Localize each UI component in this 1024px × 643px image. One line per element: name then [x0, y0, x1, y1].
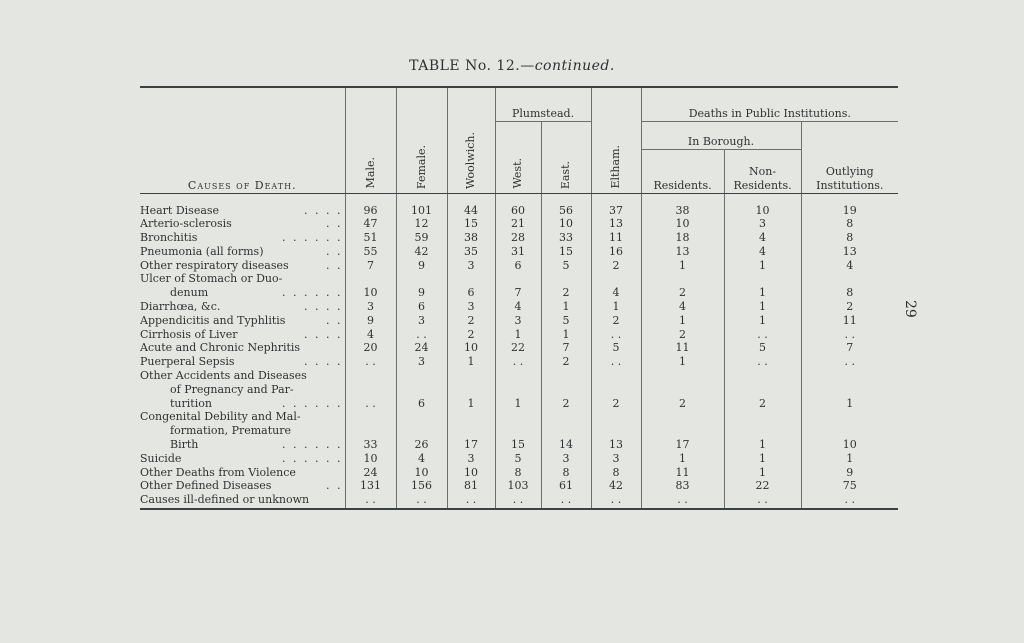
value-cell: 131	[345, 479, 396, 493]
header-plumstead: Plumstead.	[495, 87, 591, 121]
value-cell: . .	[801, 355, 898, 369]
header-eltham: Eltham.	[591, 87, 641, 193]
cause-cell: Bronchitis . . . . . .	[140, 231, 343, 245]
title-main: TABLE No. 12.—	[409, 58, 535, 74]
value-cell: 42	[396, 245, 447, 259]
value-cell: 33	[541, 231, 591, 245]
table-row	[140, 493, 898, 509]
value-cell: . .	[396, 328, 447, 342]
header-east: East.	[541, 121, 591, 193]
value-cell: 4	[641, 300, 724, 314]
header-female: Female.	[396, 87, 447, 193]
value-cell: 1	[801, 452, 898, 466]
value-cell: 7	[541, 341, 591, 355]
value-cell: 13	[801, 245, 898, 259]
value-cell: 156	[396, 479, 447, 493]
header-woolwich: Woolwich.	[447, 87, 495, 193]
value-cell: 7	[345, 259, 396, 273]
value-cell: 15	[447, 217, 495, 231]
value-cell: 1	[591, 300, 641, 314]
value-cell: 47	[345, 217, 396, 231]
table-row	[140, 452, 898, 466]
header-west: West.	[495, 121, 541, 193]
value-cell: 3	[495, 314, 541, 328]
value-cell: 17	[641, 410, 724, 451]
cause-cell: Heart Disease . . . .	[140, 203, 343, 217]
value-cell: 2	[541, 369, 591, 410]
value-cell: 22	[495, 341, 541, 355]
value-cell: 10	[345, 452, 396, 466]
value-cell: . .	[724, 328, 801, 342]
value-cell: 4	[724, 245, 801, 259]
value-cell: . .	[541, 493, 591, 509]
value-cell: 5	[541, 259, 591, 273]
table-row	[140, 193, 898, 217]
value-cell: 59	[396, 231, 447, 245]
value-cell: 1	[495, 369, 541, 410]
header-male: Male.	[345, 87, 396, 193]
value-cell: 56	[541, 193, 591, 217]
value-cell: 1	[641, 452, 724, 466]
value-cell: 2	[591, 314, 641, 328]
value-cell: . .	[345, 369, 396, 410]
header-causes: Causes of Death.	[140, 87, 345, 193]
value-cell: 1	[724, 466, 801, 480]
value-cell: 5	[724, 341, 801, 355]
cause-cell: Diarrhœa, &c. . . . .	[140, 300, 343, 314]
value-cell: 16	[591, 245, 641, 259]
value-cell: . .	[345, 355, 396, 369]
value-cell: 33	[345, 410, 396, 451]
cause-cell: Other Defined Diseases . .	[140, 479, 343, 493]
value-cell: 1	[724, 300, 801, 314]
value-cell: 1	[724, 272, 801, 300]
value-cell: 1	[495, 328, 541, 342]
value-cell: 8	[801, 217, 898, 231]
value-cell: 1	[641, 259, 724, 273]
value-cell: 96	[345, 193, 396, 217]
value-cell: . .	[801, 493, 898, 509]
value-cell: 42	[591, 479, 641, 493]
value-cell: 3	[396, 355, 447, 369]
value-cell: 2	[447, 328, 495, 342]
value-cell: 101	[396, 193, 447, 217]
value-cell: . .	[495, 493, 541, 509]
table-row	[140, 245, 898, 259]
cause-cell: Pneumonia (all forms) . .	[140, 244, 343, 258]
value-cell: 28	[495, 231, 541, 245]
value-cell: 10	[541, 217, 591, 231]
value-cell: 38	[641, 193, 724, 217]
value-cell: 1	[641, 355, 724, 369]
table-row	[140, 355, 898, 369]
value-cell: 103	[495, 479, 541, 493]
value-cell: . .	[641, 493, 724, 509]
value-cell: 4	[396, 452, 447, 466]
cause-cell: Puerperal Sepsis . . . .	[140, 355, 343, 369]
value-cell: 10	[447, 466, 495, 480]
value-cell: 10	[396, 466, 447, 480]
value-cell: 60	[495, 193, 541, 217]
value-cell: 3	[396, 314, 447, 328]
value-cell: 7	[801, 341, 898, 355]
value-cell: 2	[591, 259, 641, 273]
value-cell: . .	[591, 328, 641, 342]
value-cell: 31	[495, 245, 541, 259]
cause-cell: Other respiratory diseases . .	[140, 258, 343, 272]
value-cell: 8	[801, 231, 898, 245]
value-cell: 4	[724, 231, 801, 245]
title-continued: continued.	[534, 58, 615, 74]
value-cell: 13	[591, 217, 641, 231]
value-cell: 2	[447, 314, 495, 328]
value-cell: 15	[495, 410, 541, 451]
value-cell: 1	[724, 314, 801, 328]
value-cell: 13	[641, 245, 724, 259]
cause-cell: Cirrhosis of Liver . . . .	[140, 327, 343, 341]
value-cell: 2	[541, 355, 591, 369]
header-residents: Residents.	[641, 149, 724, 193]
value-cell: 3	[345, 300, 396, 314]
mortality-table	[140, 86, 898, 510]
value-cell: 3	[447, 259, 495, 273]
value-cell: 1	[447, 355, 495, 369]
value-cell: 3	[447, 300, 495, 314]
value-cell: . .	[591, 493, 641, 509]
value-cell: 61	[541, 479, 591, 493]
value-cell: 19	[801, 193, 898, 217]
value-cell: 15	[541, 245, 591, 259]
value-cell: 44	[447, 193, 495, 217]
value-cell: 35	[447, 245, 495, 259]
value-cell: 81	[447, 479, 495, 493]
value-cell: 10	[724, 193, 801, 217]
table-row	[140, 314, 898, 328]
value-cell: 2	[591, 369, 641, 410]
value-cell: 10	[641, 217, 724, 231]
value-cell: 2	[641, 369, 724, 410]
value-cell: 9	[801, 466, 898, 480]
value-cell: . .	[724, 355, 801, 369]
value-cell: 14	[541, 410, 591, 451]
value-cell: 18	[641, 231, 724, 245]
value-cell: . .	[591, 355, 641, 369]
header-non-residents: Non- Residents.	[724, 149, 801, 193]
page-number: 29	[902, 300, 918, 318]
value-cell: 37	[591, 193, 641, 217]
table-row	[140, 341, 898, 355]
value-cell: 5	[591, 341, 641, 355]
value-cell: 1	[641, 314, 724, 328]
table-row	[140, 217, 898, 231]
value-cell: 8	[591, 466, 641, 480]
value-cell: 11	[641, 466, 724, 480]
value-cell: 1	[541, 328, 591, 342]
value-cell: 17	[447, 410, 495, 451]
value-cell: 4	[495, 300, 541, 314]
value-cell: 55	[345, 245, 396, 259]
value-cell: 8	[495, 466, 541, 480]
value-cell: 22	[724, 479, 801, 493]
table-body	[140, 193, 898, 509]
cause-cell: Acute and Chronic Nephritis	[140, 341, 301, 355]
value-cell: 2	[641, 272, 724, 300]
cause-cell: Causes ill-defined or unknown	[140, 493, 345, 509]
value-cell: . .	[724, 493, 801, 509]
value-cell: 6	[495, 259, 541, 273]
value-cell: . .	[801, 328, 898, 342]
value-cell: 2	[724, 369, 801, 410]
value-cell: 12	[396, 217, 447, 231]
value-cell: 24	[396, 341, 447, 355]
value-cell: 2	[641, 328, 724, 342]
value-cell: 83	[641, 479, 724, 493]
value-cell: 1	[801, 369, 898, 410]
value-cell: 8	[541, 466, 591, 480]
value-cell: 6	[396, 300, 447, 314]
value-cell: 3	[447, 452, 495, 466]
value-cell: 38	[447, 231, 495, 245]
value-cell: 20	[345, 341, 396, 355]
value-cell: 6	[447, 272, 495, 300]
value-cell: 4	[801, 259, 898, 273]
table-row	[140, 300, 898, 314]
table-row	[140, 479, 898, 493]
table-row	[140, 466, 898, 480]
value-cell: 1	[447, 369, 495, 410]
value-cell: 11	[801, 314, 898, 328]
value-cell: 2	[801, 300, 898, 314]
table-title	[0, 58, 1024, 74]
cause-cell: Other Deaths from Violence	[140, 465, 296, 479]
value-cell: 9	[345, 314, 396, 328]
value-cell: 21	[495, 217, 541, 231]
value-cell: 51	[345, 231, 396, 245]
header-in-borough: In Borough.	[641, 121, 801, 149]
value-cell: 8	[801, 272, 898, 300]
value-cell: 13	[591, 410, 641, 451]
value-cell: 1	[724, 410, 801, 451]
value-cell: 4	[345, 328, 396, 342]
value-cell: 11	[641, 341, 724, 355]
value-cell: 26	[396, 410, 447, 451]
value-cell: 9	[396, 272, 447, 300]
value-cell: 2	[541, 272, 591, 300]
value-cell: 1	[724, 259, 801, 273]
cause-cell: Arterio-sclerosis . .	[140, 217, 343, 231]
value-cell: 3	[541, 452, 591, 466]
value-cell: . .	[447, 493, 495, 509]
value-cell: 10	[447, 341, 495, 355]
cause-cell: Suicide . . . . . .	[140, 451, 343, 465]
value-cell: . .	[345, 493, 396, 509]
value-cell: 10	[801, 410, 898, 451]
table-row	[140, 410, 898, 451]
table-row	[140, 369, 898, 410]
value-cell: 24	[345, 466, 396, 480]
header-deaths-public: Deaths in Public Institutions.	[641, 87, 898, 121]
cause-cell: Ulcer of Stomach or Duo- denum . . . . . .	[140, 272, 343, 300]
table-row	[140, 259, 898, 273]
cause-cell: Appendicitis and Typhlitis . .	[140, 313, 343, 327]
value-cell: 11	[591, 231, 641, 245]
value-cell: 75	[801, 479, 898, 493]
value-cell: 5	[541, 314, 591, 328]
cause-cell: Other Accidents and Diseases of Pregnancy and Par- turition . . . . . .	[140, 369, 343, 410]
value-cell: 3	[724, 217, 801, 231]
value-cell: 7	[495, 272, 541, 300]
value-cell: . .	[396, 493, 447, 509]
value-cell: 1	[724, 452, 801, 466]
value-cell: 1	[541, 300, 591, 314]
table-row	[140, 272, 898, 300]
value-cell: 10	[345, 272, 396, 300]
value-cell: 3	[591, 452, 641, 466]
cause-cell: Congenital Debility and Mal- formation, Premature Birth . . . . . .	[140, 410, 343, 452]
header-outlying: Outlying Institutions.	[801, 121, 898, 193]
table-row	[140, 328, 898, 342]
value-cell: 4	[591, 272, 641, 300]
value-cell: 5	[495, 452, 541, 466]
table-row	[140, 231, 898, 245]
value-cell: 9	[396, 259, 447, 273]
value-cell: 6	[396, 369, 447, 410]
value-cell: . .	[495, 355, 541, 369]
